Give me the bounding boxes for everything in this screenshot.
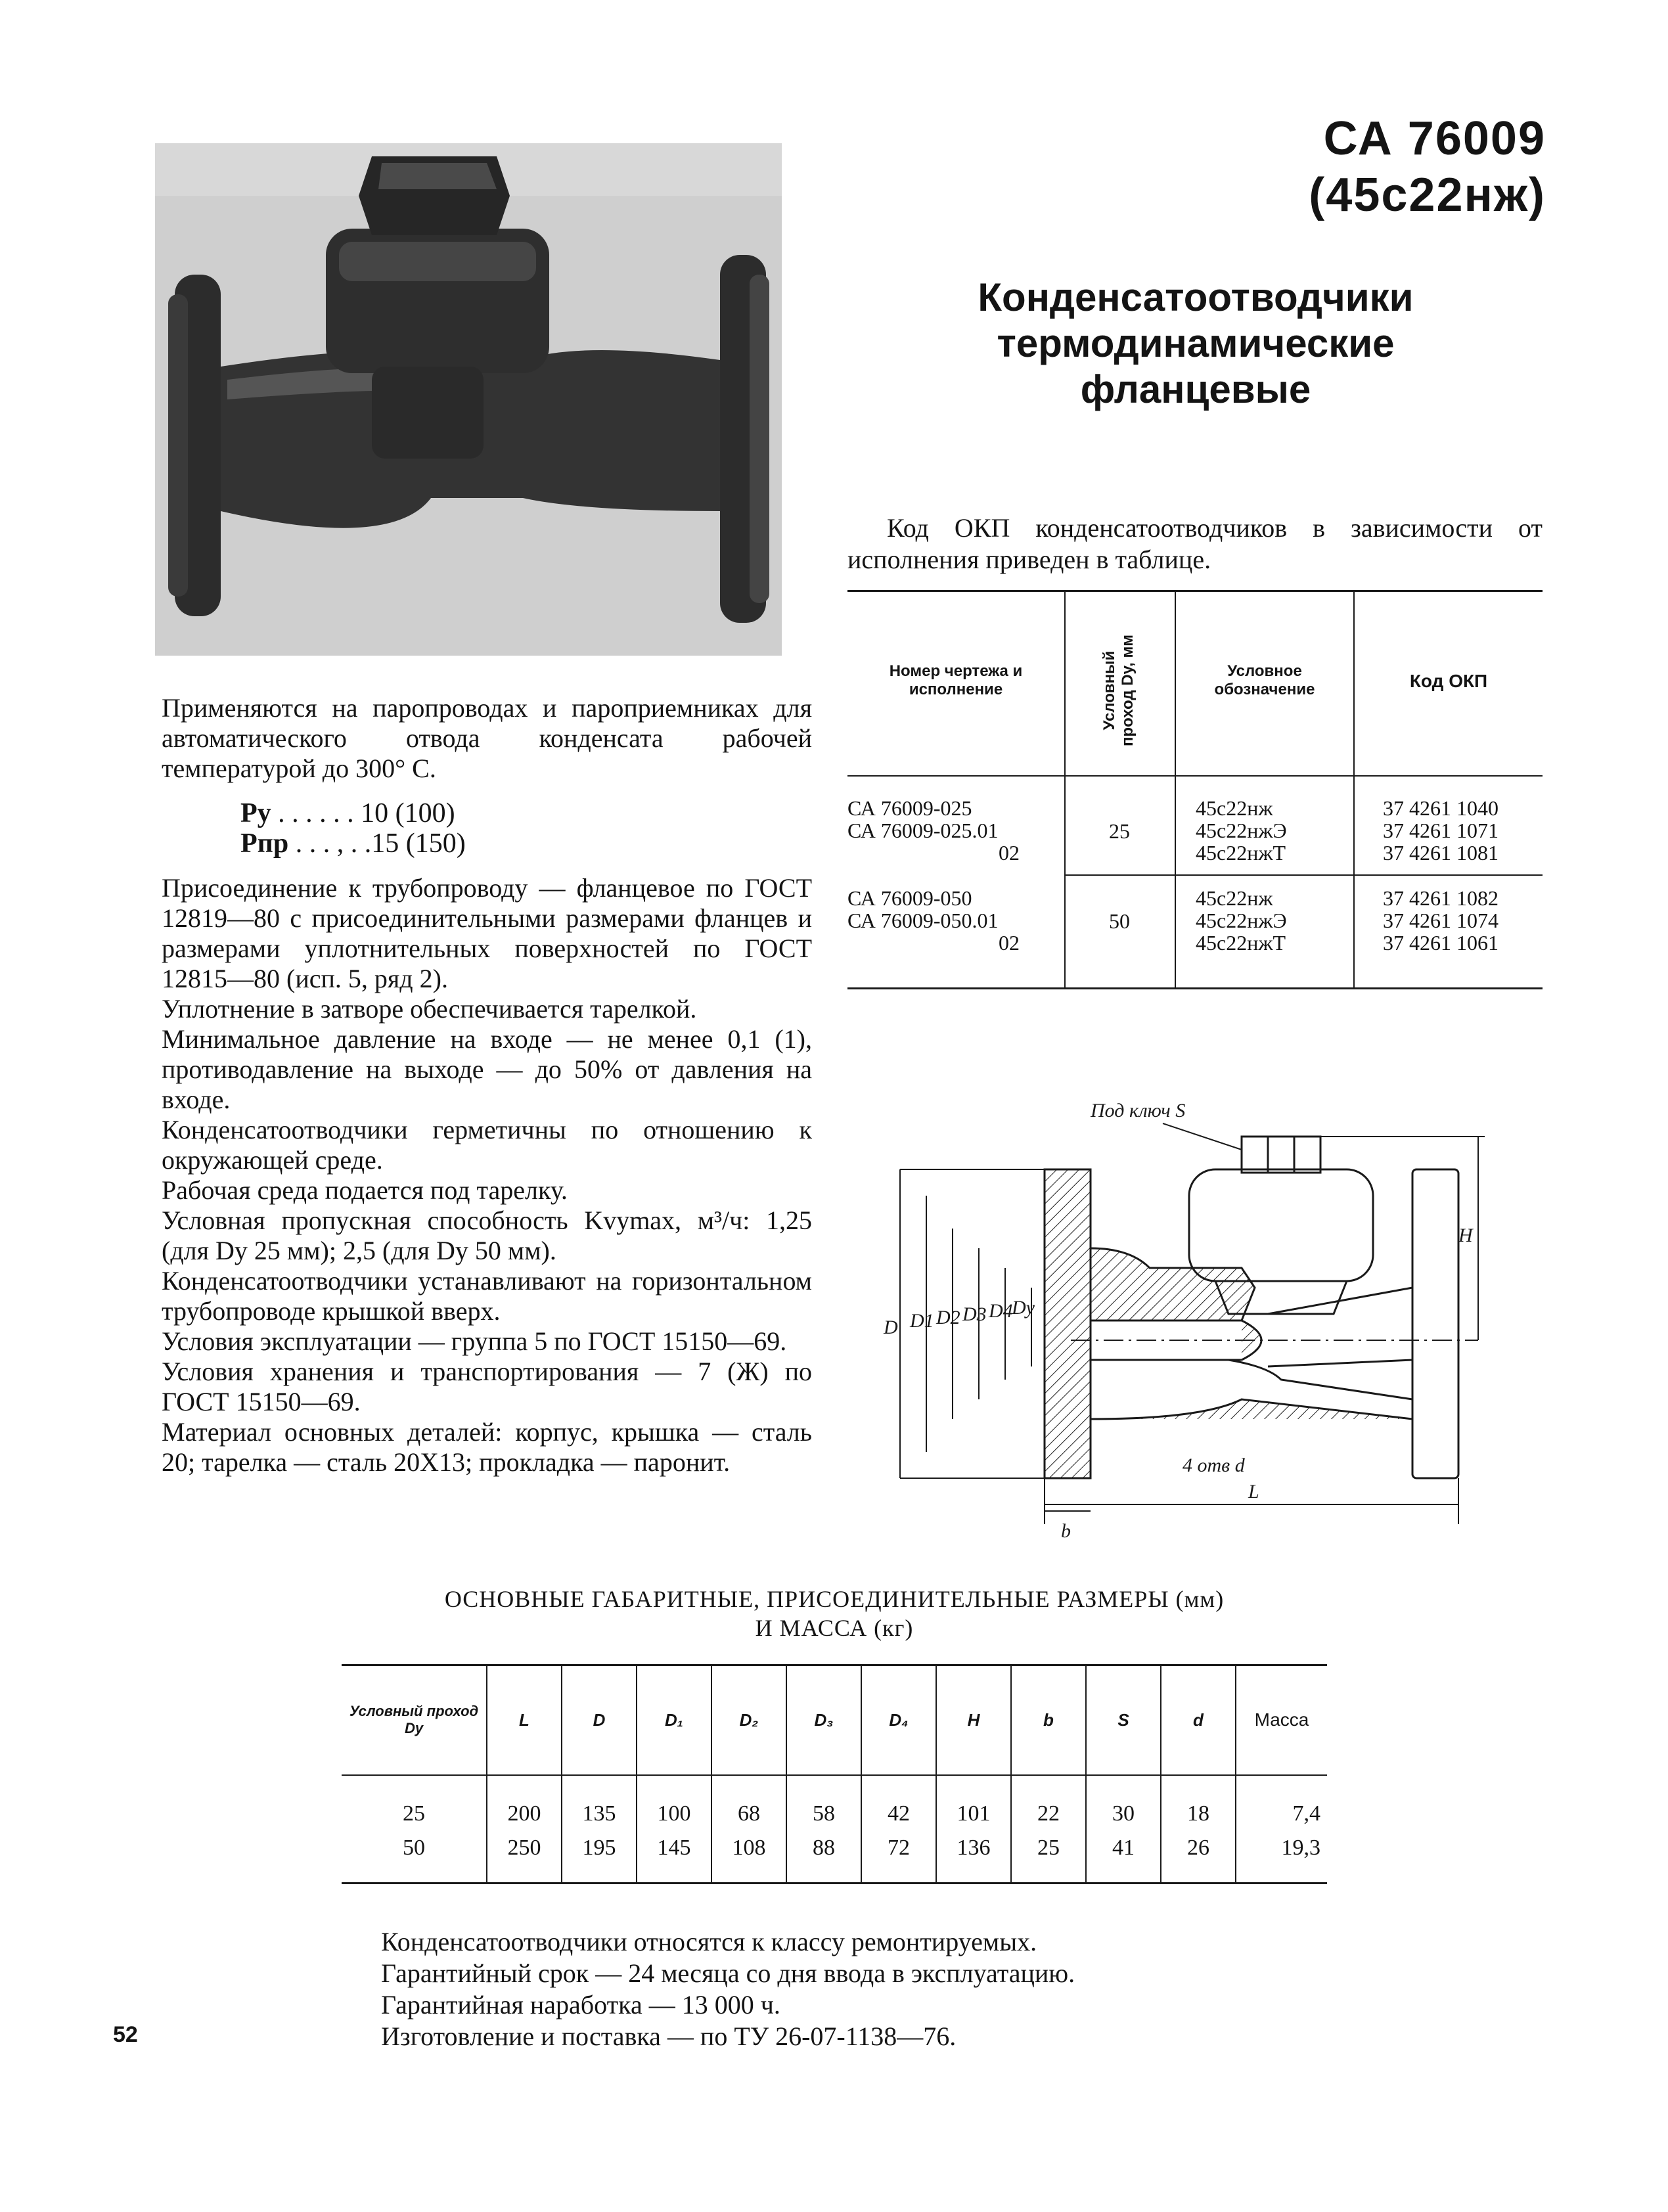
title-line-3: фланцевые bbox=[1080, 367, 1311, 411]
dims-cell: 88 bbox=[813, 1836, 835, 1860]
dims-header-D4: D₄ bbox=[889, 1709, 909, 1730]
pressure-block bbox=[240, 798, 812, 859]
drawing-label-holes: 4 отв d bbox=[1183, 1455, 1245, 1476]
product-code: СА 76009 bbox=[1323, 112, 1546, 165]
drawing-label-D4: D4 bbox=[989, 1300, 1013, 1322]
dims-header-b: b bbox=[1043, 1709, 1054, 1730]
okp-group-2-drawings bbox=[847, 887, 1061, 954]
dims-col-mass bbox=[1236, 1664, 1327, 1884]
description-paragraph: Конденсатоотводчики герметичны по отношению к окружающей среде. bbox=[162, 1115, 812, 1175]
description-paragraph: Конденсатоотводчики устанавливают на горизонтальном трубопроводе крышкой вверх. bbox=[162, 1266, 812, 1326]
okp-group-2-codes bbox=[1383, 887, 1541, 954]
dims-cell: 68 bbox=[738, 1801, 760, 1826]
product-designation: (45с22нж) bbox=[1309, 169, 1546, 221]
okp-code: 37 4261 1082 bbox=[1383, 886, 1499, 910]
dims-header-H: H bbox=[967, 1709, 980, 1730]
dims-cell: 25 bbox=[403, 1801, 425, 1826]
description-paragraph: Минимальное давление на входе — не менее 0,1 (1), противодавление на выходе — до 50% от давления на входе. bbox=[162, 1024, 812, 1114]
okp-group-1-drawings bbox=[847, 797, 1061, 864]
dims-cell: 200 bbox=[507, 1801, 541, 1826]
okp-table bbox=[847, 590, 1543, 991]
drawing-label-D1: D1 bbox=[910, 1310, 934, 1332]
pressure-py-value: . . . . . . 10 (100) bbox=[278, 798, 455, 828]
dims-col-b bbox=[1012, 1664, 1085, 1884]
dims-cell: 7,4 bbox=[1292, 1801, 1320, 1826]
dims-col-dn bbox=[342, 1664, 486, 1884]
dims-cell: 58 bbox=[813, 1801, 835, 1826]
dims-cell: 145 bbox=[657, 1836, 691, 1860]
drawing-label-key: Под ключ S bbox=[1091, 1100, 1186, 1121]
dims-col-D bbox=[562, 1664, 636, 1884]
pressure-ppr bbox=[240, 828, 812, 859]
description-paragraph: Применяются на паропроводах и пароприемниках для автоматического отвода конденсата рабочей температурой до 300° С. bbox=[162, 693, 812, 783]
dims-cell: 41 bbox=[1112, 1836, 1135, 1860]
product-code-header bbox=[1309, 110, 1546, 223]
dims-cell: 25 bbox=[1037, 1836, 1060, 1860]
dims-col-d bbox=[1161, 1664, 1235, 1884]
dims-header-D3: D₃ bbox=[814, 1709, 834, 1730]
dims-cell: 19,3 bbox=[1281, 1836, 1320, 1860]
dims-header-D1: D₁ bbox=[665, 1709, 683, 1730]
description-paragraph: Рабочая среда подается под тарелку. bbox=[162, 1175, 568, 1205]
dims-header-D: D bbox=[593, 1709, 606, 1730]
pressure-py-label: Py bbox=[240, 798, 271, 828]
okp-header-drawing: Номер чертежа и исполнение bbox=[889, 662, 1023, 698]
footer-line: Изготовление и поставка — по ТУ 26-07-1138—76. bbox=[381, 2021, 957, 2051]
title-line-2: термодинамические bbox=[997, 321, 1395, 365]
dims-cell: 108 bbox=[732, 1836, 766, 1860]
page-title bbox=[933, 275, 1458, 413]
footer-notes bbox=[381, 1926, 1432, 2052]
okp-symbol: 45с22нжЭ bbox=[1196, 819, 1287, 842]
okp-drawing: СА 76009-025.01 bbox=[847, 819, 999, 842]
dims-cell: 42 bbox=[888, 1801, 910, 1826]
okp-group-1-symbols bbox=[1196, 797, 1347, 864]
technical-drawing bbox=[874, 1051, 1491, 1550]
description-paragraph: Условия хранения и транспортирования — 7 (Ж) по ГОСТ 15150—69. bbox=[162, 1357, 812, 1416]
okp-table-header-rule bbox=[847, 775, 1543, 777]
dims-cell: 72 bbox=[888, 1836, 910, 1860]
description-paragraph: Уплотнение в затворе обеспечивается тарелкой. bbox=[162, 994, 697, 1024]
okp-code: 37 4261 1074 bbox=[1383, 909, 1499, 932]
okp-drawing: 02 bbox=[999, 841, 1020, 865]
okp-group-1-dn: 25 bbox=[1109, 819, 1130, 843]
okp-drawing: СА 76009-050 bbox=[847, 886, 972, 910]
dims-cell: 195 bbox=[582, 1836, 616, 1860]
dims-header-d: d bbox=[1193, 1709, 1204, 1730]
okp-header-symbol: Условное обозначение bbox=[1214, 662, 1315, 698]
dims-col-D2 bbox=[712, 1664, 786, 1884]
description-paragraph: Материал основных деталей: корпус, крышка — сталь 20; тарелка — сталь 20Х13; прокладка — паронит. bbox=[162, 1417, 812, 1477]
drawing-label-Dy: Dy bbox=[1012, 1297, 1035, 1319]
footer-line: Гарантийный срок — 24 месяца со дня ввода в эксплуатацию. bbox=[381, 1958, 1075, 1988]
dims-header-L: L bbox=[519, 1709, 530, 1730]
dims-col-D3 bbox=[787, 1664, 861, 1884]
pressure-ppr-value: . . . , . .15 (150) bbox=[295, 828, 466, 859]
description-paragraph: Условная пропускная способность Kvуmax, м³/ч: 1,25 (для Dу 25 мм); 2,5 (для Dу 50 мм). bbox=[162, 1206, 812, 1265]
dimensions-title-line-2: И МАССА (кг) bbox=[755, 1615, 914, 1641]
dims-header-S: S bbox=[1117, 1709, 1129, 1730]
dims-cell: 18 bbox=[1187, 1801, 1209, 1826]
dims-header-dn: Условный проход Dу bbox=[349, 1703, 479, 1736]
okp-group-divider bbox=[1064, 874, 1543, 876]
okp-symbol: 45с22нжЭ bbox=[1196, 909, 1287, 932]
drawing-label-D3: D3 bbox=[962, 1303, 987, 1325]
dims-header-mass: Масса bbox=[1254, 1709, 1309, 1730]
okp-intro-text: Код ОКП конденсатоотводчиков в зависимости от исполнения приведен в таблице. bbox=[847, 513, 1543, 574]
dims-cell: 22 bbox=[1037, 1801, 1060, 1826]
okp-header-dn: Условный проход Dу, мм bbox=[1100, 635, 1137, 746]
okp-table-top-rule bbox=[847, 590, 1543, 592]
okp-group-2-symbols bbox=[1196, 887, 1347, 954]
okp-symbol: 45с22нж bbox=[1196, 886, 1273, 910]
dimensions-title bbox=[263, 1585, 1406, 1642]
pressure-ppr-label: Pпр bbox=[240, 828, 289, 859]
steam-trap-section-drawing-icon bbox=[874, 1051, 1491, 1550]
okp-code: 37 4261 1061 bbox=[1383, 931, 1499, 955]
drawing-label-D: D bbox=[884, 1317, 898, 1338]
okp-group-1-codes bbox=[1383, 797, 1541, 864]
okp-drawing: СА 76009-050.01 bbox=[847, 909, 999, 932]
description-block bbox=[162, 693, 812, 1478]
okp-header-code: Код ОКП bbox=[1409, 671, 1488, 691]
dims-col-L bbox=[487, 1664, 561, 1884]
dims-col-H bbox=[937, 1664, 1010, 1884]
title-line-1: Конденсатоотводчики bbox=[978, 275, 1414, 319]
dimensions-table bbox=[342, 1664, 1327, 1884]
footer-line: Гарантийная наработка — 13 000 ч. bbox=[381, 1990, 780, 2020]
okp-drawing: 02 bbox=[999, 931, 1020, 955]
okp-code: 37 4261 1081 bbox=[1383, 841, 1499, 865]
description-paragraph: Условия эксплуатации — группа 5 по ГОСТ 15150—69. bbox=[162, 1326, 787, 1356]
drawing-label-L: L bbox=[1248, 1481, 1259, 1502]
description-paragraph: Присоединение к трубопроводу — фланцевое по ГОСТ 12819—80 с присоединительными размерами фланцев и размерами уплотнительных поверхностей по ГОСТ 12815—80 (исп. 5, ряд 2). bbox=[162, 873, 812, 993]
dims-cell: 250 bbox=[507, 1836, 541, 1860]
okp-drawing: СА 76009-025 bbox=[847, 796, 972, 820]
okp-code: 37 4261 1040 bbox=[1383, 796, 1499, 820]
page-number: 52 bbox=[113, 2022, 138, 2047]
okp-symbol: 45с22нжТ bbox=[1196, 931, 1286, 955]
drawing-label-b: b bbox=[1061, 1520, 1071, 1542]
dims-cell: 30 bbox=[1112, 1801, 1135, 1826]
okp-code: 37 4261 1071 bbox=[1383, 819, 1499, 842]
dims-col-D1 bbox=[637, 1664, 711, 1884]
dims-cell: 135 bbox=[582, 1801, 616, 1826]
drawing-label-H: H bbox=[1458, 1225, 1473, 1246]
okp-symbol: 45с22нж bbox=[1196, 796, 1273, 820]
okp-symbol: 45с22нжТ bbox=[1196, 841, 1286, 865]
dims-cell: 136 bbox=[957, 1836, 991, 1860]
dims-cell: 100 bbox=[657, 1801, 691, 1826]
footer-line: Конденсатоотводчики относятся к классу ремонтируемых. bbox=[381, 1927, 1037, 1956]
dims-col-D4 bbox=[862, 1664, 935, 1884]
okp-table-bottom-rule bbox=[847, 987, 1543, 989]
dims-cell: 50 bbox=[403, 1836, 425, 1860]
dims-cell: 26 bbox=[1187, 1836, 1209, 1860]
pressure-py bbox=[240, 798, 812, 828]
okp-group-2-dn: 50 bbox=[1109, 909, 1130, 933]
drawing-label-D2: D2 bbox=[936, 1307, 960, 1328]
dims-col-S bbox=[1087, 1664, 1160, 1884]
steam-trap-photo-icon bbox=[155, 143, 782, 656]
dimensions-title-line-1: ОСНОВНЫЕ ГАБАРИТНЫЕ, ПРИСОЕДИНИТЕЛЬНЫЕ РАЗМЕРЫ (мм) bbox=[444, 1586, 1225, 1612]
dims-cell: 101 bbox=[957, 1801, 991, 1826]
dims-header-D2: D₂ bbox=[739, 1709, 759, 1730]
product-photo bbox=[155, 143, 782, 656]
